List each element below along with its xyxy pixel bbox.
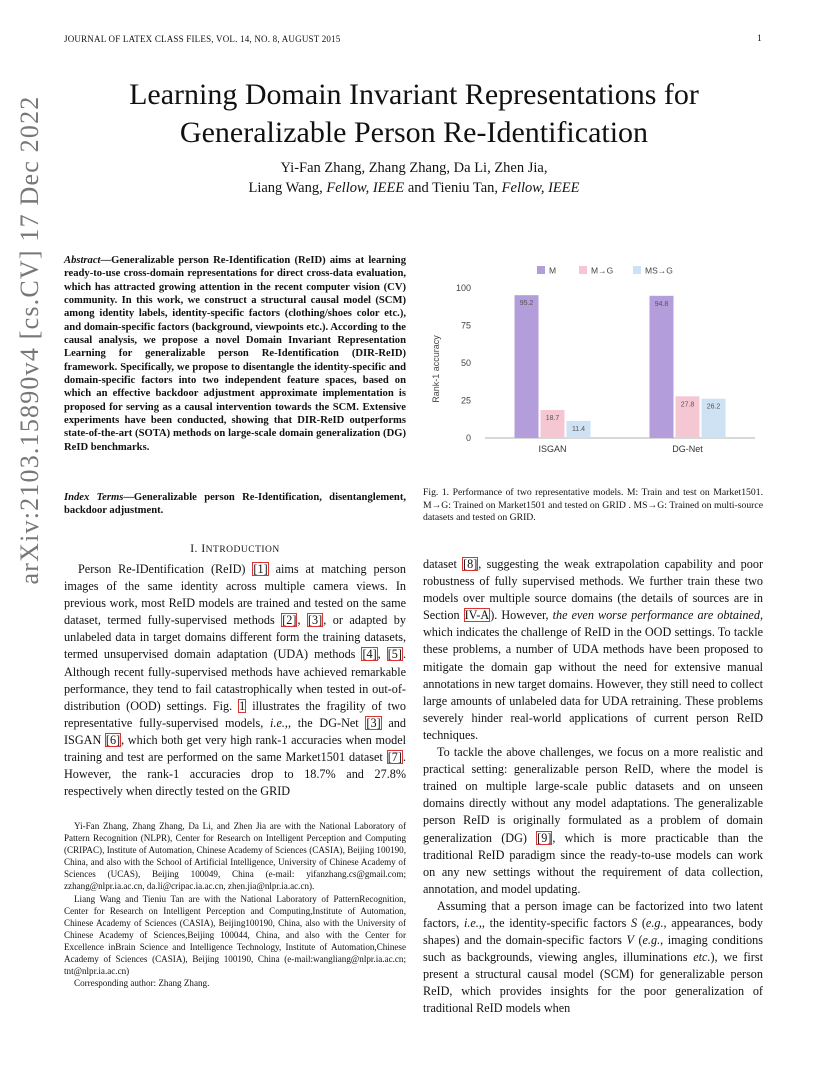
y-tick-label: 50 — [460, 358, 471, 368]
section-number: I. — [190, 543, 202, 555]
text-run: e.g., — [642, 933, 664, 948]
legend-swatch — [633, 266, 641, 274]
text-run: dataset — [423, 557, 463, 571]
text-run: , the DG-Net — [287, 715, 366, 730]
math-symbol: V — [626, 933, 634, 948]
chart-y-axis-label: Rank-1 accuracy — [431, 335, 441, 403]
chart-x-axis — [538, 444, 703, 454]
intro-left-column — [64, 561, 406, 800]
y-tick-label: 100 — [455, 283, 471, 293]
text-run: ). However, — [490, 608, 553, 623]
x-tick-label: DG-Net — [672, 444, 703, 454]
text-run: ( — [637, 915, 646, 930]
title-line-2: Generalizable Person Re-Identification — [179, 116, 649, 149]
text-run: , which indicates the challenge of ReID in the OOD settings. To tackle these problems, a number of UDA methods have been proposed to mitigate the domain gap without the need for extensive manual annotations in new target domains. However, they still need to collect large amounts of unlabeled data for UDA retraining. These problems severely hinder real-world applications of current person ReID techniques. — [423, 608, 763, 742]
bar — [515, 295, 539, 438]
text-run: the even worse performance are obtained — [552, 608, 760, 623]
authors-line-2 — [0, 178, 828, 198]
math-symbol: S — [631, 915, 638, 930]
text-run: ( — [633, 933, 643, 948]
text-run: To tackle the above challenges, we focus on a more realistic and practical setting: generalizable person ReID, where the model is trained on multiple large-scale public datasets and on unseen domains directly without any model adaptations. The generalizable person ReID is originally formulated as a problem of domain generalization (DG) — [423, 745, 763, 845]
authors-line-2b: and Tieniu Tan, — [404, 180, 502, 196]
right-paragraph-1 — [423, 556, 763, 744]
text-run: . However, the rank-1 accuracies drop to 18.7% and 27.8% respectively when directly tested on the GRID — [64, 750, 406, 799]
text-run: illustrates the fragility of two representative fully-supervised models, — [64, 698, 407, 730]
legend-swatch — [579, 266, 587, 274]
bar-value-label: 26.2 — [706, 403, 721, 411]
author-list — [0, 158, 828, 198]
bar-value-label: 94.8 — [654, 300, 669, 308]
citation-link[interactable]: [7] — [387, 750, 402, 765]
index-terms — [64, 491, 406, 518]
abstract-text: —Generalizable person Re-Identification (ReID) aims at learning ready-to-use cross-domain representations for direct cross-data evaluation, which has attracted growing attention in the recent computer vision (CV) community. In this work, we construct a structural causal model (SCM) among identity labels, identity-specific factors (clothing/shoes color etc.), and domain-specific factors (background, viewpoints etc.). According to the causal analysis, we propose a novel Domain Invariant Representation Learning for generalizable person Re-Identification (DIR-ReID) framework. Specifically, we propose to disentangle the identity-specific and domain-specific factors into two independent feature spaces, based on which an effective backdoor adjustment approximate implementation is proposed for serving as a causal intervention towards the SCM. Extensive experiments have been conducted, showing that DIR-ReID outperforms state-of-the-art (SOTA) methods on large-scale domain generalization (DG) ReID benchmarks. — [64, 255, 406, 453]
bar-value-label: 95.2 — [519, 300, 534, 308]
citation-link[interactable]: [6] — [105, 732, 121, 747]
section-heading — [64, 543, 406, 555]
y-tick-label: 25 — [460, 395, 471, 406]
text-run: , the identity-specific factors — [481, 915, 632, 930]
text-run: , suggesting the weak extrapolation capability and poor robustness of fully supervised methods. We further train these two models over multiple source domains (the details of sources are in Section — [423, 557, 764, 623]
citation-link[interactable]: [4] — [362, 647, 377, 662]
figure-1-caption: Fig. 1. Performance of two representative models. M: Train and test on Market1501. M→G: Trained on Market1501 and tested on GRID . MS→G: Trained on multi-source datasets and tested on GRID. — [423, 487, 763, 524]
section-initial: I — [201, 543, 206, 555]
section-link[interactable]: IV-A — [464, 608, 490, 623]
citation-link[interactable]: [3] — [366, 715, 381, 730]
footnote-paragraph-3: Corresponding author: Zhang Zhang. — [74, 978, 210, 989]
figure-1-bar-chart — [423, 256, 768, 466]
footnote-paragraph-1: Yi-Fan Zhang, Zhang Zhang, Da Li, and Zhen Jia are with the National Laboratory of Pattern Recognition (NLPR), Center for Research on Intelligent Perception and Computing (CRIPAC), Institute of Automation, Chinese Academy of Sciences (CASIA), Beijing 100190, China, and also with the School of Artificial Intelligence, University of Chinese Academy of Sciences (UCAS), Beijing 100049, China (e-mail: yifanzhang.cs@gmail.com; zzhang@nlpr.ia.ac.cn, da.li@cripac.ia.ac.cn, zhen.jia@nlpr.ia.ac.cn). — [64, 821, 406, 892]
intro-paragraph-1: Person Re-IDentification (ReID) [1] aims at matching person images of the same identity across multiple camera views. In previous work, most ReID models are trained and tested on the same dataset, termed fully-supervised methods [2], [3], or adapted by unlabeled data in target domains different form the training datasets, termed unsupervised domain adaptation (UDA) methods [4], [5]. Although recent fully-supervised methods have achieved remarkable performance, they tend to fail catastrophically when tested in out-of-distribution (OOD) settings. Fig. 1 illustrates the fragility of two representative fully-supervised models, i.e.,, the DG-Net [3] and ISGAN [6], which both get very high rank-1 accuracies when model training and test are performed on the same Market1501 dataset [7]. However, the rank-1 accuracies drop to 18.7% and 27.8% respectively when directly tested on the GRID — [64, 562, 407, 799]
index-terms-label: Index Terms — [64, 492, 124, 503]
text-run: Person Re-IDentification (ReID) — [78, 562, 253, 576]
citation-link[interactable]: [1] — [253, 562, 268, 576]
text-run: etc. — [693, 950, 711, 965]
legend-entry: M→G — [591, 265, 614, 276]
paper-title — [0, 76, 828, 152]
bar-value-label: 11.4 — [571, 425, 586, 433]
text-run: imaging conditions such as backgrounds, viewing angles, illuminations — [423, 933, 763, 965]
text-run: , which is more practicable than the traditional ReID paradigm since the ready-to-use models can work on any new settings without the requirement of data collection, annotation, and model updating. — [423, 830, 763, 896]
text-run: appearances, body shapes) and the domain-specific factors — [423, 915, 763, 948]
title-line-1: Learning Domain Invariant Representations for — [129, 78, 699, 111]
text-run: i.e., — [270, 715, 288, 730]
chart-bars — [515, 295, 726, 438]
footnote-paragraph-2: Liang Wang and Tieniu Tan are with the National Laboratory of PatternRecognition, Center for Research on Intelligent Perception and Computing,Institute of Automation, Chinese Academy of Sciences (CASIA), Beijing100190, China, also with the University of Chinese Academy of Sciences,Beijing 100044, China, and also with the Center for Excellence inBrain Science and Intelligence Technology, Institute of Automation,Chinese Academy of Sciences (CASIA), Beijing 100190, China (e-mail:wangliang@nlpr.ia.ac.cn; tnt@nlpr.ia.ac.cn) — [64, 893, 406, 977]
authors-line-2a: Liang Wang, — [248, 180, 327, 196]
fellow-1: Fellow, IEEE — [326, 180, 405, 196]
bar — [650, 296, 674, 438]
text-run: and ISGAN — [64, 715, 406, 747]
y-tick-label: 75 — [460, 320, 471, 331]
abstract-label: Abstract — [64, 255, 101, 266]
running-header: JOURNAL OF LATEX CLASS FILES, VOL. 14, NO. 8, AUGUST 2015 — [64, 34, 341, 44]
citation-link[interactable]: [9] — [537, 830, 552, 845]
bar-value-label: 18.7 — [545, 414, 560, 422]
citation-link[interactable]: [2] — [282, 613, 297, 628]
legend-entry: MS→G — [645, 265, 673, 276]
right-paragraph-3 — [423, 898, 763, 1018]
citation-link[interactable]: [8] — [463, 557, 478, 571]
index-terms-text: —Generalizable person Re-Identification, disentanglement, backdoor adjustment. — [64, 492, 406, 517]
section-title-rest: NTRODUCTION — [205, 545, 280, 555]
text-run: i.e., — [463, 915, 482, 930]
figure-link[interactable]: 1 — [239, 698, 246, 713]
chart-legend — [537, 266, 673, 276]
text-run: , which both get very high rank-1 accuracies when model training and test are performed on the same Market1501 dataset — [64, 732, 406, 765]
authors-line-1: Yi-Fan Zhang, Zhang Zhang, Da Li, Zhen Jia, — [280, 160, 548, 176]
abstract — [64, 254, 406, 454]
intro-right-column — [423, 556, 763, 1018]
y-tick-label: 0 — [465, 433, 471, 443]
text-run: e.g., — [645, 915, 667, 930]
arxiv-stamp: arXiv:2103.15890v4 [cs.CV] 17 Dec 2022 — [15, 95, 44, 585]
page-number: 1 — [757, 34, 762, 44]
citation-link[interactable]: [5] — [387, 647, 402, 662]
legend-entry: M — [549, 265, 557, 276]
bar-value-label: 27.8 — [680, 401, 695, 409]
author-footnote — [64, 820, 406, 989]
fellow-2: Fellow, IEEE — [501, 180, 580, 196]
text-run: . Although recent fully-supervised methods have achieved remarkable performance, they tend to fail catastrophically when tested in out-of-distribution (OOD) settings. Fig. — [64, 647, 406, 713]
x-tick-label: ISGAN — [538, 444, 567, 454]
legend-swatch — [537, 266, 545, 274]
text-run: ), we first present a structural causal model (SCM) for generalizable person ReID, which provides insights for the poor generalization of traditional ReID models when — [423, 950, 763, 1016]
right-paragraph-2 — [423, 744, 763, 898]
citation-link[interactable]: [3] — [307, 613, 323, 628]
text-run: Assuming that a person image can be factorized into two latent factors, — [423, 898, 763, 930]
text-run: , or adapted by unlabeled data in target domains different form the training datasets, termed unsupervised domain adaptation (UDA) methods — [64, 613, 406, 662]
text-run: aims at matching person images of the same identity across multiple camera views. In previous work, most ReID models are trained and tested on the same dataset, termed fully-supervised methods — [64, 562, 406, 628]
